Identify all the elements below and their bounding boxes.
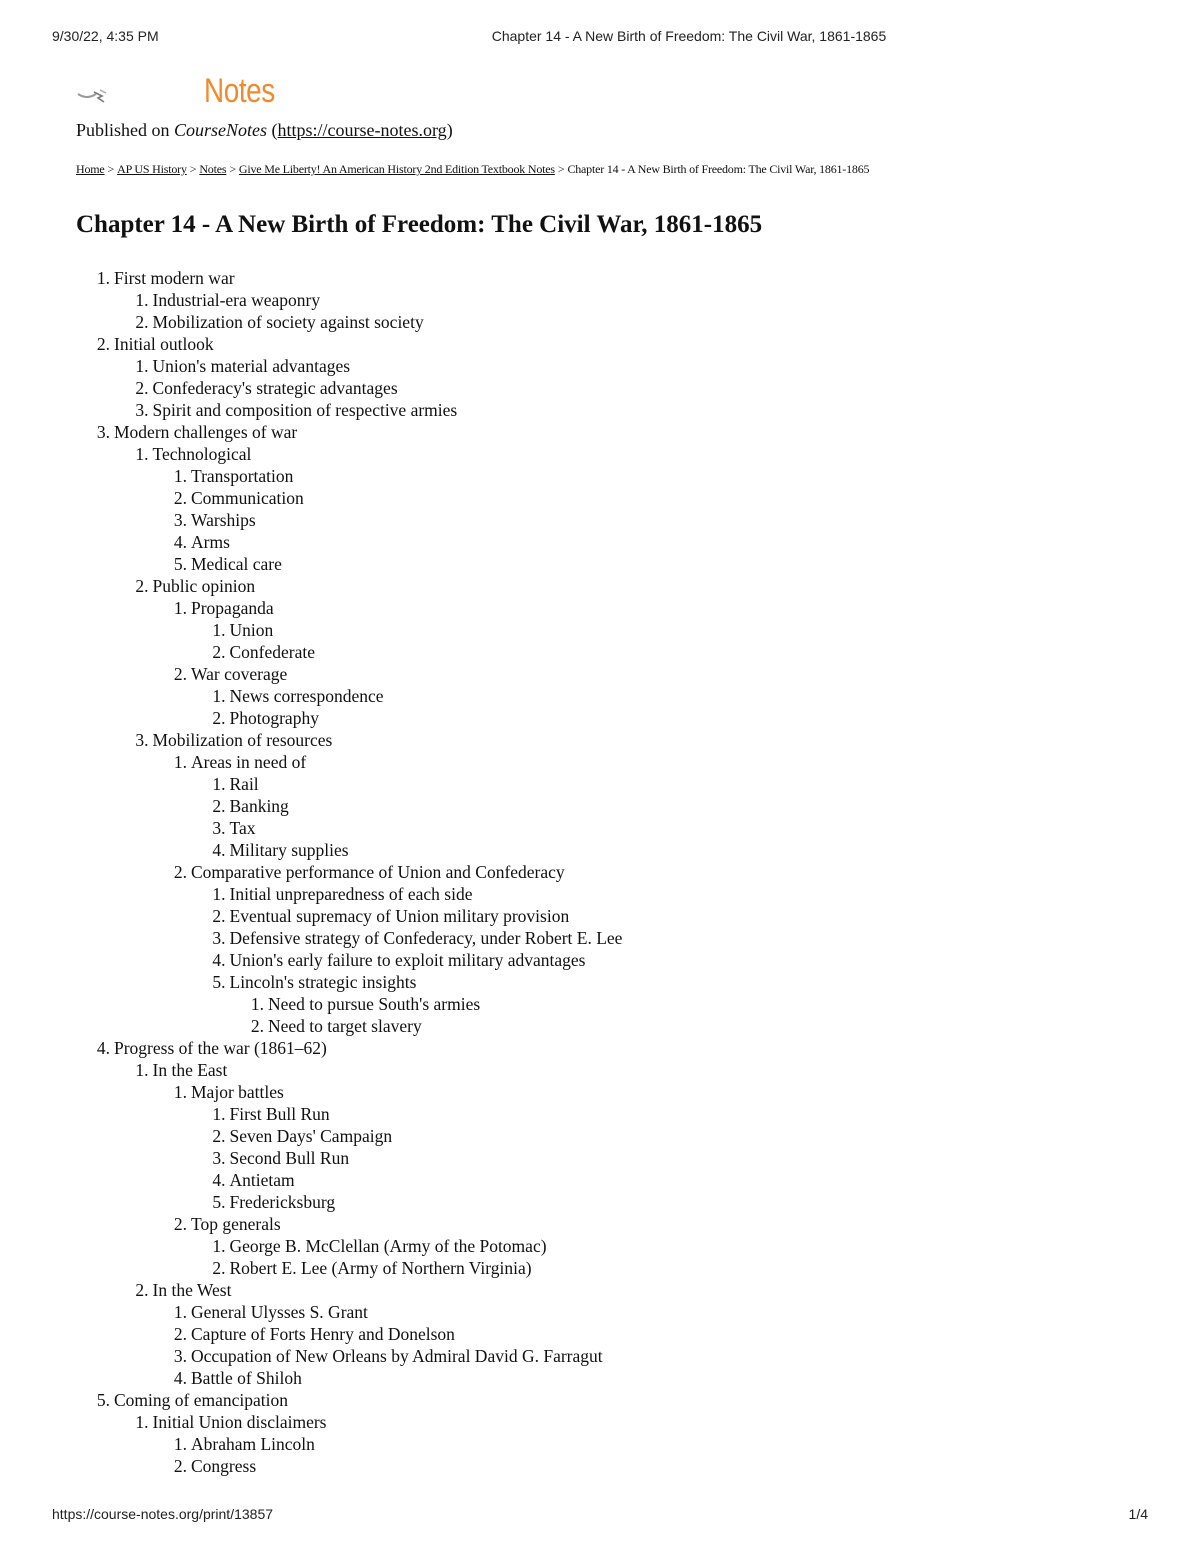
- outline-item: [119, 377, 398, 399]
- outline-item: [80, 267, 235, 289]
- breadcrumb-current: Chapter 14 - A New Birth of Freedom: The Civil War, 1861-1865: [567, 162, 870, 176]
- outline-item-text: Photography: [229, 708, 319, 728]
- outline-item: [157, 1323, 455, 1345]
- outline-item: [157, 1345, 603, 1367]
- outline-item-text: Mobilization of society against society: [152, 312, 424, 332]
- outline-item-number: 1.: [173, 1082, 187, 1102]
- outline-item: [196, 773, 259, 795]
- outline-item-text: Occupation of New Orleans by Admiral David G. Farragut: [191, 1346, 603, 1366]
- outline-item-number: 3.: [135, 730, 149, 750]
- outline-item-number: 3.: [212, 818, 226, 838]
- outline-item-text: Fredericksburg: [229, 1192, 336, 1212]
- outline-item-text: Initial outlook: [114, 334, 214, 354]
- published-site-link[interactable]: https://course-notes.org: [277, 120, 447, 140]
- breadcrumb-separator: >: [557, 162, 565, 176]
- outline-item-number: 3.: [173, 1346, 187, 1366]
- outline-item: [119, 1279, 232, 1301]
- breadcrumb-separator: >: [107, 162, 115, 176]
- outline-item-number: 3.: [212, 1148, 226, 1168]
- outline-item: [157, 663, 287, 685]
- outline-item: [196, 927, 623, 949]
- published-prefix: Published on: [76, 120, 175, 140]
- outline-item: [157, 487, 304, 509]
- outline-item-text: Mobilization of resources: [152, 730, 333, 750]
- outline-item: [157, 861, 565, 883]
- outline-item-number: 2.: [173, 1324, 187, 1344]
- outline-item-number: 1.: [212, 1104, 226, 1124]
- outline-item: [119, 311, 424, 333]
- outline-item-text: Industrial-era weaponry: [152, 290, 321, 310]
- published-line: [76, 120, 453, 141]
- outline-item: [196, 817, 256, 839]
- outline-item-text: Union's early failure to exploit military advantages: [229, 950, 586, 970]
- outline-item-text: First Bull Run: [229, 1104, 330, 1124]
- print-url: https://course-notes.org/print/13857: [52, 1506, 274, 1522]
- outline-item-number: 4.: [173, 1368, 187, 1388]
- outline-item: [157, 1455, 256, 1477]
- outline-item: [119, 1059, 228, 1081]
- breadcrumb-separator: >: [189, 162, 197, 176]
- outline-item-text: Technological: [152, 444, 252, 464]
- outline-item: [196, 1257, 532, 1279]
- outline-item-number: 1.: [173, 1302, 187, 1322]
- outline-item-text: Confederate: [229, 642, 316, 662]
- outline-item-text: Arms: [191, 532, 230, 552]
- outline-item-text: Union's material advantages: [152, 356, 351, 376]
- outline-item-number: 4.: [96, 1038, 110, 1058]
- outline-item: [196, 1191, 336, 1213]
- outline-item-text: In the West: [152, 1280, 232, 1300]
- outline-item-number: 3.: [212, 928, 226, 948]
- outline-item-text: Warships: [191, 510, 256, 530]
- outline-item: [196, 1235, 547, 1257]
- outline-item-number: 2.: [173, 664, 187, 684]
- published-site-name: CourseNotes: [174, 120, 268, 140]
- outline-item-number: 2.: [173, 1456, 187, 1476]
- outline-item-text: Confederacy's strategic advantages: [152, 378, 398, 398]
- page-title: Chapter 14 - A New Birth of Freedom: The Civil War, 1861-1865: [76, 211, 763, 238]
- outline-item: [119, 1411, 327, 1433]
- outline-item-number: 2.: [212, 796, 226, 816]
- outline-item-number: 1.: [173, 752, 187, 772]
- outline-item: [157, 1367, 302, 1389]
- outline-item-number: 1.: [135, 1412, 149, 1432]
- outline-item-number: 2.: [135, 576, 149, 596]
- print-datetime: 9/30/22, 4:35 PM: [52, 28, 159, 44]
- outline-item-number: 1.: [250, 994, 264, 1014]
- outline-item-number: 2.: [212, 642, 226, 662]
- outline-item-number: 4.: [212, 950, 226, 970]
- outline-item-text: Tax: [229, 818, 256, 838]
- outline-item-text: Abraham Lincoln: [191, 1434, 315, 1454]
- outline-item-number: 4.: [212, 1170, 226, 1190]
- logo-mark-icon: [76, 86, 116, 104]
- outline-item-text: Areas in need of: [191, 752, 307, 772]
- breadcrumb-textbook-link[interactable]: Give Me Liberty! An American History 2nd Edition Textbook Notes: [238, 162, 555, 176]
- site-logo[interactable]: [76, 72, 336, 112]
- outline-item-number: 3.: [135, 400, 149, 420]
- outline-item-text: War coverage: [191, 664, 288, 684]
- outline-item-number: 1.: [135, 356, 149, 376]
- outline-item: [196, 707, 319, 729]
- outline-item-text: Propaganda: [191, 598, 274, 618]
- outline-item-text: Medical care: [191, 554, 282, 574]
- outline-item-number: 2.: [135, 312, 149, 332]
- outline-item-text: Congress: [191, 1456, 257, 1476]
- print-page-number: 1/4: [1128, 1506, 1148, 1522]
- outline-item-number: 3.: [173, 510, 187, 530]
- outline-item-number: 2.: [135, 378, 149, 398]
- outline-item-text: Second Bull Run: [229, 1148, 350, 1168]
- outline-item-text: Initial Union disclaimers: [152, 1412, 327, 1432]
- outline-item-number: 1.: [212, 884, 226, 904]
- outline-item-number: 2.: [173, 488, 187, 508]
- outline-item: [196, 839, 349, 861]
- outline-item-number: 1.: [212, 1236, 226, 1256]
- outline-item: [119, 399, 458, 421]
- outline-item: [196, 905, 570, 927]
- outline-item: [157, 751, 306, 773]
- outline-item-number: 2.: [212, 708, 226, 728]
- outline-item-number: 1.: [135, 444, 149, 464]
- outline-item-text: Top generals: [191, 1214, 281, 1234]
- outline-item-text: Battle of Shiloh: [191, 1368, 302, 1388]
- outline-item: [157, 1213, 281, 1235]
- outline-item-number: 2.: [173, 862, 187, 882]
- outline-item-text: Rail: [229, 774, 259, 794]
- outline-item-text: Lincoln's strategic insights: [229, 972, 417, 992]
- outline-item-number: 3.: [96, 422, 110, 442]
- outline-item: [119, 575, 256, 597]
- outline-item: [119, 443, 252, 465]
- outline-item: [196, 1125, 393, 1147]
- outline-item: [234, 1015, 422, 1037]
- outline-item: [157, 1081, 284, 1103]
- outline-item-text: Coming of emancipation: [114, 1390, 288, 1410]
- outline-item: [80, 1037, 327, 1059]
- outline-item-number: 2.: [96, 334, 110, 354]
- outline-item-number: 2.: [212, 906, 226, 926]
- outline-item-number: 1.: [173, 598, 187, 618]
- outline-item-text: Transportation: [191, 466, 294, 486]
- outline-item-text: Major battles: [191, 1082, 284, 1102]
- outline-item-number: 1.: [135, 1060, 149, 1080]
- outline-item-text: Banking: [229, 796, 289, 816]
- outline-item-text: Need to target slavery: [268, 1016, 422, 1036]
- outline-item: [196, 949, 586, 971]
- outline-item: [196, 1147, 350, 1169]
- outline-item-text: Spirit and composition of respective armies: [152, 400, 458, 420]
- outline-item: [196, 883, 473, 905]
- breadcrumb-separator: >: [229, 162, 236, 176]
- outline-item-number: 4.: [212, 840, 226, 860]
- outline-item: [196, 1103, 330, 1125]
- outline-item-number: 1.: [212, 686, 226, 706]
- outline-item-text: Modern challenges of war: [114, 422, 298, 442]
- outline-item-text: Antietam: [229, 1170, 295, 1190]
- outline-item: [80, 1389, 288, 1411]
- outline-item: [196, 971, 417, 993]
- outline-item: [196, 795, 289, 817]
- outline-item: [157, 531, 230, 553]
- outline-item-text: George B. McClellan (Army of the Potomac): [229, 1236, 547, 1256]
- outline-item-number: 1.: [212, 620, 226, 640]
- outline-item-number: 2.: [173, 1214, 187, 1234]
- breadcrumb-home-link[interactable]: Home: [76, 162, 105, 176]
- outline-item: [119, 729, 333, 751]
- outline-item-text: In the East: [152, 1060, 228, 1080]
- outline-item-number: 2.: [250, 1016, 264, 1036]
- outline-item-text: Initial unpreparedness of each side: [229, 884, 473, 904]
- published-close-paren: ): [446, 120, 453, 140]
- outline-item-text: Defensive strategy of Confederacy, under Robert E. Lee: [229, 928, 623, 948]
- outline-item-text: Need to pursue South's armies: [268, 994, 481, 1014]
- outline-item: [119, 355, 351, 377]
- outline-item: [157, 465, 293, 487]
- outline-item-number: 5.: [96, 1390, 110, 1410]
- outline-item: [80, 421, 297, 443]
- outline-item: [157, 509, 256, 531]
- outline-item-number: 1.: [135, 290, 149, 310]
- outline-item-text: Capture of Forts Henry and Donelson: [191, 1324, 455, 1344]
- outline-item: [196, 1169, 295, 1191]
- outline-item: [119, 289, 321, 311]
- outline-item-text: General Ulysses S. Grant: [191, 1302, 368, 1322]
- outline-item-number: 2.: [212, 1258, 226, 1278]
- outline-item: [196, 619, 274, 641]
- outline-item-text: Eventual supremacy of Union military provision: [229, 906, 570, 926]
- outline-item-number: 2.: [212, 1126, 226, 1146]
- outline-item-number: 1.: [173, 466, 187, 486]
- outline-item-text: Military supplies: [229, 840, 349, 860]
- published-open-paren: (: [267, 120, 278, 140]
- outline-item-text: Public opinion: [152, 576, 256, 596]
- outline-item-text: Comparative performance of Union and Confederacy: [191, 862, 565, 882]
- outline-item-text: Union: [229, 620, 274, 640]
- outline-item-number: 5.: [212, 972, 226, 992]
- outline-item-text: Seven Days' Campaign: [229, 1126, 393, 1146]
- outline-item-number: 2.: [135, 1280, 149, 1300]
- outline-item-text: Progress of the war (1861–62): [114, 1038, 327, 1058]
- outline-item-text: News correspondence: [229, 686, 384, 706]
- outline-item: [196, 641, 316, 663]
- outline-item-number: 1.: [212, 774, 226, 794]
- outline-item: [157, 1433, 315, 1455]
- outline-item-number: 5.: [173, 554, 187, 574]
- breadcrumb-notes-link[interactable]: Notes: [199, 162, 227, 176]
- outline-item: [157, 553, 282, 575]
- outline-item-number: 1.: [173, 1434, 187, 1454]
- outline-item: [157, 597, 274, 619]
- outline-item: [80, 333, 214, 355]
- outline-item: [234, 993, 480, 1015]
- outline-item-text: Robert E. Lee (Army of Northern Virginia): [229, 1258, 532, 1278]
- breadcrumb-apush-link[interactable]: AP US History: [117, 162, 187, 176]
- logo-text: Notes: [204, 72, 275, 110]
- breadcrumb: [76, 162, 869, 177]
- outline-item-number: 4.: [173, 532, 187, 552]
- outline-item: [157, 1301, 368, 1323]
- outline-item-text: Communication: [191, 488, 304, 508]
- outline-item-number: 5.: [212, 1192, 226, 1212]
- outline-item-number: 1.: [96, 268, 110, 288]
- print-doc-title: Chapter 14 - A New Birth of Freedom: The Civil War, 1861-1865: [491, 28, 887, 44]
- outline-item: [196, 685, 384, 707]
- outline-item-text: First modern war: [114, 268, 235, 288]
